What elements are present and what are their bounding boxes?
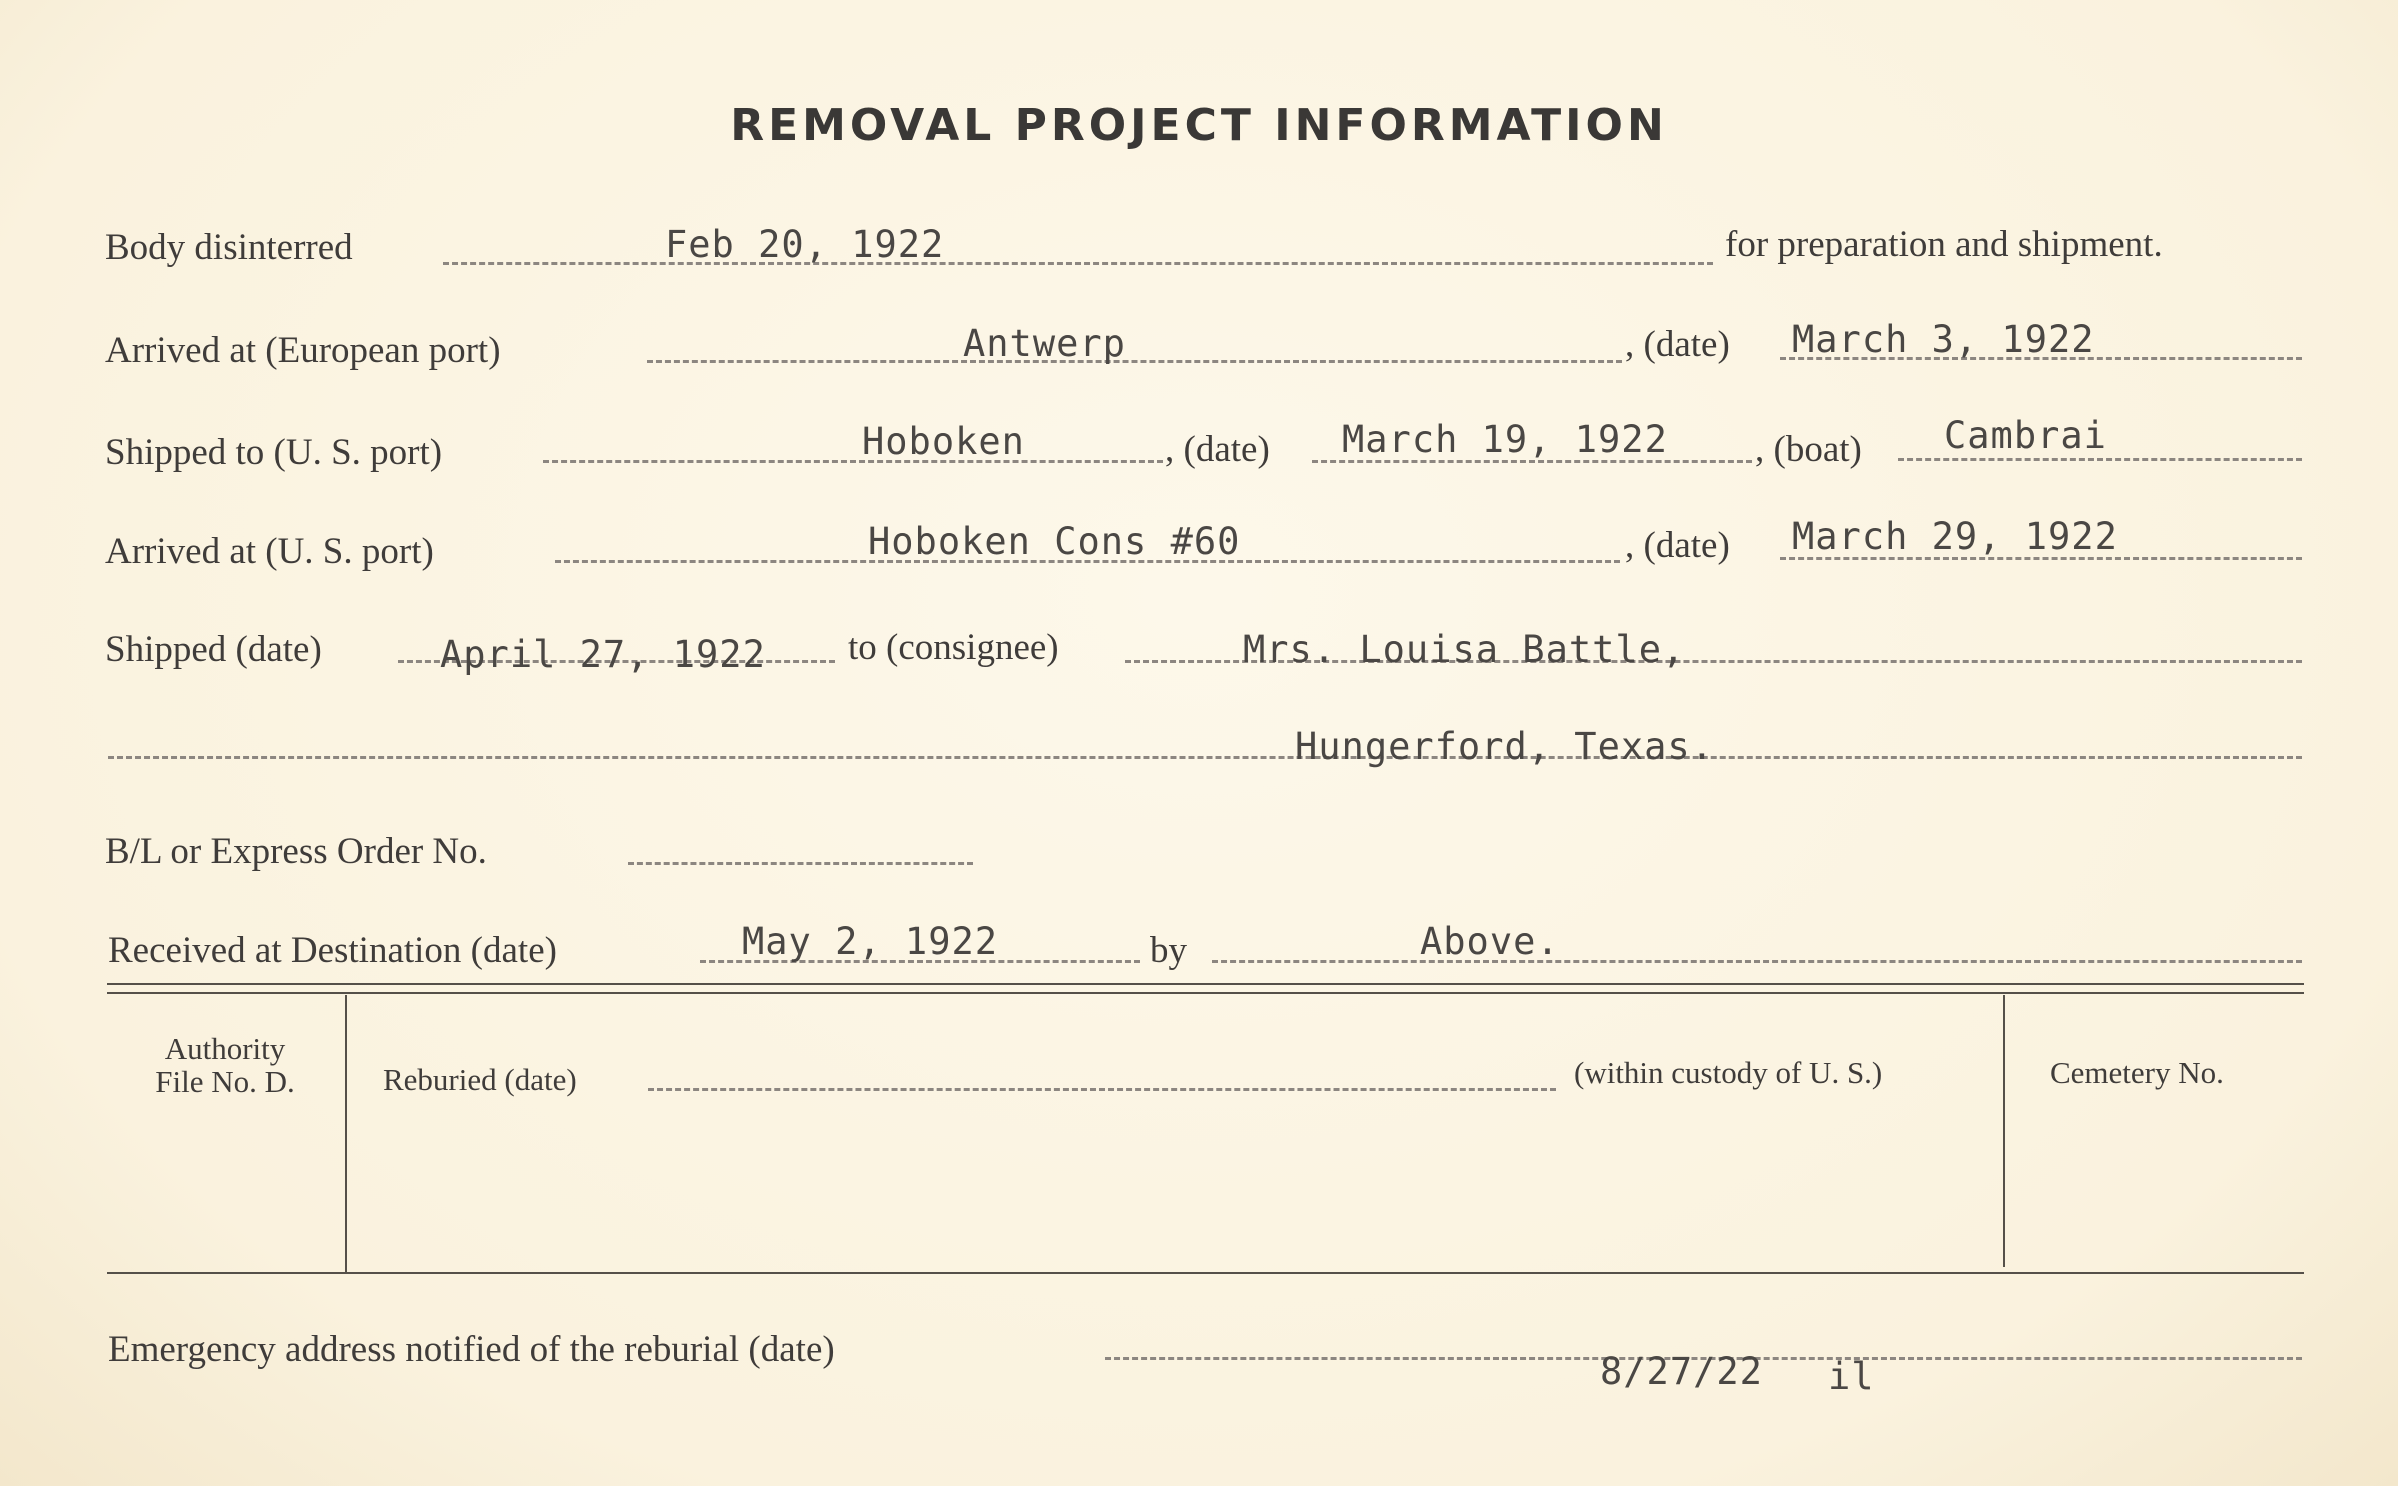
by-value: Above. [1420,920,1560,963]
shipped-date-label: Shipped (date) [105,629,322,670]
consignee-value: Mrs. Louisa Battle, [1243,628,1686,671]
shipped-to-line [543,460,1163,463]
box-divider-left [345,995,347,1273]
us-port-value: Hoboken Cons #60 [868,520,1241,563]
box-bottom-rule [107,1272,2304,1274]
authority-label-1: Authority [164,1031,286,1066]
box-top-rule [107,983,2304,985]
shipped-to-date-value: March 19, 1922 [1342,418,1668,461]
by-line [1212,960,2302,963]
euro-port-label: Arrived at (European port) [105,330,501,371]
euro-port-line [647,360,1622,363]
shipped-date-value: April 27, 1922 [440,633,766,676]
reburied-line [648,1088,1556,1091]
received-label: Received at Destination (date) [108,930,557,971]
boat-value: Cambrai [1944,414,2107,457]
box-divider-right [2003,995,2005,1267]
disinterred-line [443,262,1713,265]
bl-label: B/L or Express Order No. [105,831,487,872]
euro-date-value: March 3, 1922 [1792,318,2095,361]
euro-port-value: Antwerp [963,322,1126,365]
emergency-label: Emergency address notified of the reburial (date) [108,1329,835,1370]
authority-label-2: File No. D. [155,1064,295,1099]
disinterred-suffix: for preparation and shipment. [1725,224,2163,265]
boat-line [1898,458,2302,461]
by-label: by [1150,930,1187,971]
disinterred-label: Body disinterred [105,227,353,268]
custody-label: (within custody of U. S.) [1574,1055,1883,1090]
emergency-initials: il [1828,1355,1875,1398]
euro-date-label: , (date) [1625,324,1730,365]
address-line [108,756,2302,759]
shipped-to-date-label: , (date) [1165,429,1270,470]
boat-label: , (boat) [1755,429,1862,470]
address-value: Hungerford, Texas. [1295,725,1714,768]
disinterred-value: Feb 20, 1922 [665,223,945,266]
us-date-value: March 29, 1922 [1792,515,2118,558]
us-port-label: Arrived at (U. S. port) [105,531,434,572]
reburied-label: Reburied (date) [383,1062,577,1097]
shipped-to-value: Hoboken [862,420,1025,463]
bl-line [628,862,973,865]
emergency-value: 8/27/22 [1600,1350,1763,1393]
cemetery-label: Cemetery No. [2050,1055,2224,1090]
shipped-to-label: Shipped to (U. S. port) [105,432,443,473]
box-top-rule-inner [107,992,2304,994]
received-date-value: May 2, 1922 [742,920,999,963]
card-title: REMOVAL PROJECT INFORMATION [730,100,1668,151]
us-date-label: , (date) [1625,525,1730,566]
consignee-label: to (consignee) [848,627,1059,668]
